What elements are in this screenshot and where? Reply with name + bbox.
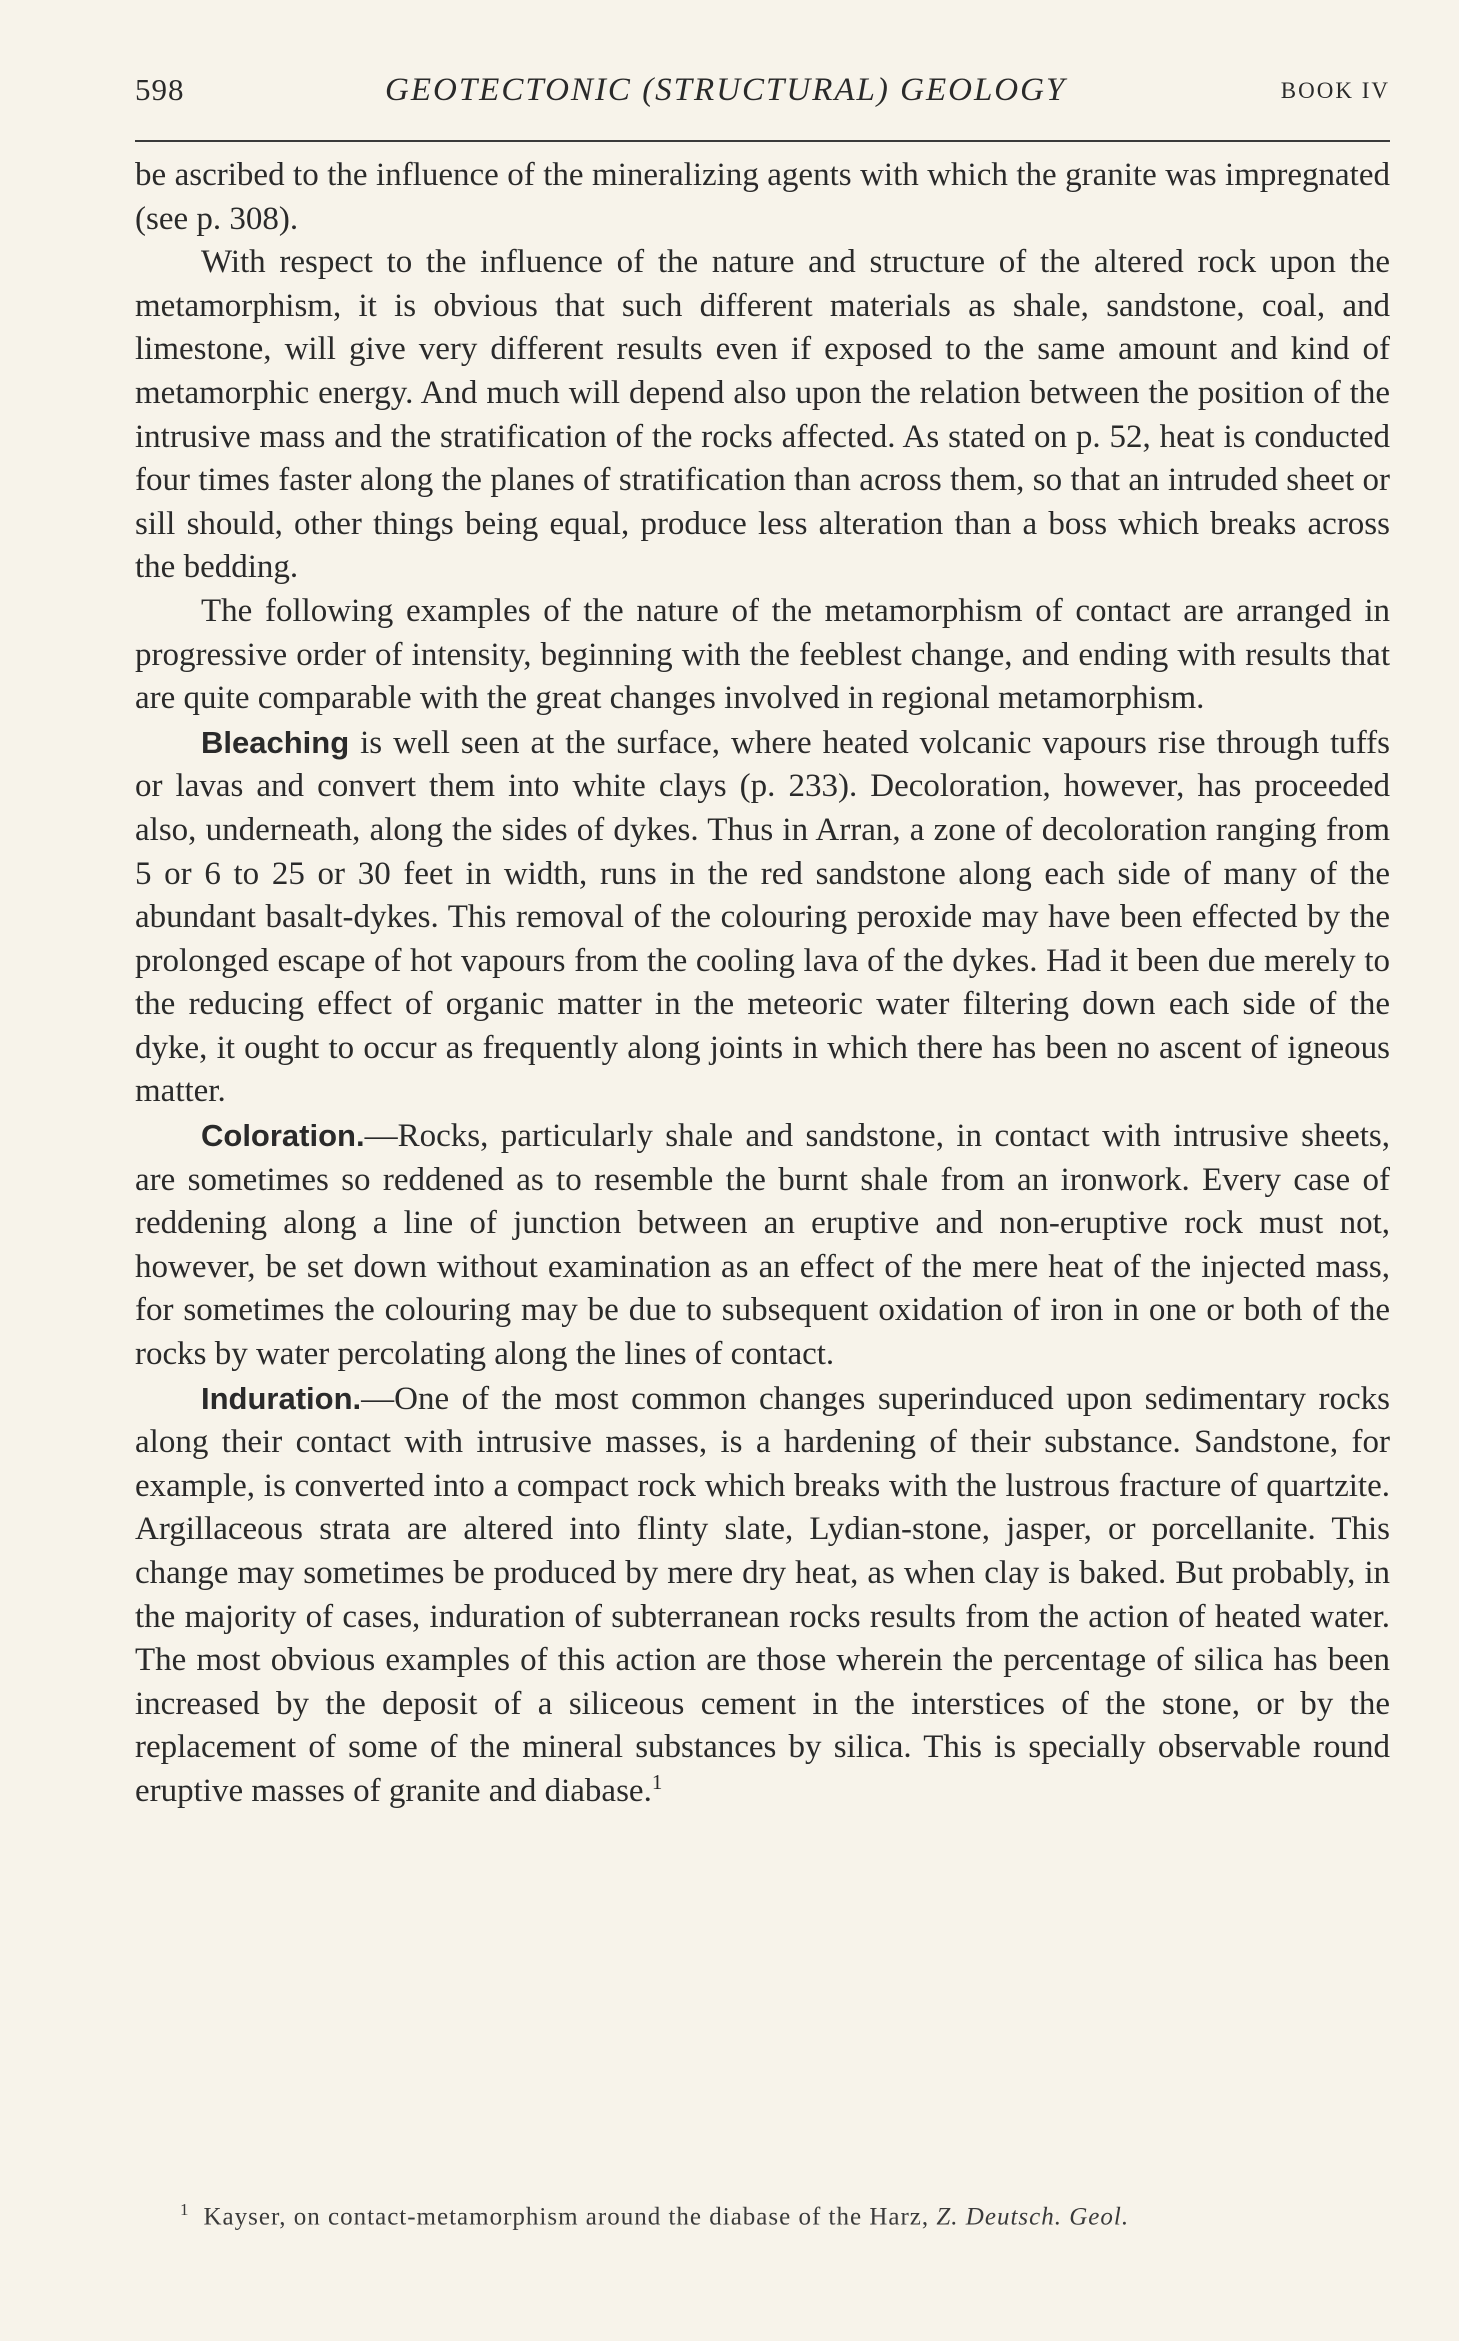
footnote-journal: Z. Deutsch. Geol. [936,2203,1130,2231]
footnote-text: Kayser, on contact-metamorphism around the diabase of the Harz, [203,2203,937,2231]
paragraph-induration [135,1377,1390,1814]
paragraph-coloration [135,1114,1390,1377]
footnote-reference: 1 [651,1769,663,1794]
paragraph-examples-intro: The following examples of the nature of the metamorphism of contact are arranged in progressive order of intensity, beginning with the feeblest change, and ending with results that are quite comparable with the great changes involved in regional metamorphism. [135,592,1390,717]
section-heading-coloration: Coloration. [201,1118,365,1154]
main-text [135,154,1390,1814]
section-heading-induration: Induration. [201,1380,362,1416]
running-head [135,72,1390,122]
book-label: BOOK IV [1280,78,1390,103]
footnote-marker: 1 [180,2200,190,2219]
footnote [180,2200,1390,2231]
paragraph-altered-rock: With respect to the influence of the nature and structure of the altered rock upon the metamorphism, it is obvious that such different materials as shale, sandstone, coal, and limestone, will give very different results even if exposed to the same amount and kind of metamorphic energy. And much will depend also upon the relation between the position of the intrusive mass and the stratification of the rocks affected. As stated on p. 52, heat is conducted four times faster along the planes of stratification than across them, so that an intruded sheet or sill should, other things being equal, produce less alteration than a boss which breaks across the bedding. [135,244,1390,586]
section-heading-bleaching: Bleaching [201,724,350,760]
induration-text: —One of the most common changes superinduced upon sedimentary rocks along their contact with intrusive masses, is a hardening of their substance. Sandstone, for example, is converted into a compact rock which breaks with the lustrous fracture of quartzite. Argillaceous strata are altered into flinty slate, Lydian-stone, jasper, or porcellanite. This change may sometimes be produced by mere dry heat, as when clay is baked. But probably, in the majority of cases, induration of subterranean rocks results from the action of heated water. The most obvious examples of this action are those wherein the percentage of silica has been increased by the deposit of a siliceous cement in the interstices of the stone, or by the replacement of some of the mineral substances by silica. This is specially observable round eruptive masses of granite and diabase. [135,1380,1390,1809]
coloration-text: —Rocks, particularly shale and sandstone, in contact with intrusive sheets, are sometimes so reddened as to resemble the burnt shale from an ironwork. Every case of reddening along a line of junction between an eruptive and non-eruptive rock must not, however, be set down without examination as an effect of the mere heat of the injected mass, for sometimes the colouring may be due to subsequent oxidation of iron in one or both of the rocks by water percolating along the lines of contact. [135,1118,1390,1373]
running-title: GEOTECTONIC (STRUCTURAL) GEOLOGY [385,72,1067,108]
page-number: 598 [135,72,185,107]
paragraph-bleaching [135,721,1390,1114]
paragraph-continuation: be ascribed to the influence of the mineralizing agents with which the granite was impregnated (see p. 308). [135,157,1390,237]
header-rule [135,140,1390,142]
bleaching-text: is well seen at the surface, where heated volcanic vapours rise through tuffs or lavas and convert them into white clays (p. 233). Decoloration, however, has proceeded also, underneath, along the sides of dykes. Thus in Arran, a zone of decoloration ranging from 5 or 6 to 25 or 30 feet in width, runs in the red sandstone along each side of many of the abundant basalt-dykes. This removal of the colouring peroxide may have been effected by the prolonged escape of hot vapours from the cooling lava of the dykes. Had it been due merely to the reducing effect of organic matter in the meteoric water filtering down each side of the dyke, it ought to occur as frequently along joints in which there has been no ascent of igneous matter. [135,724,1390,1110]
